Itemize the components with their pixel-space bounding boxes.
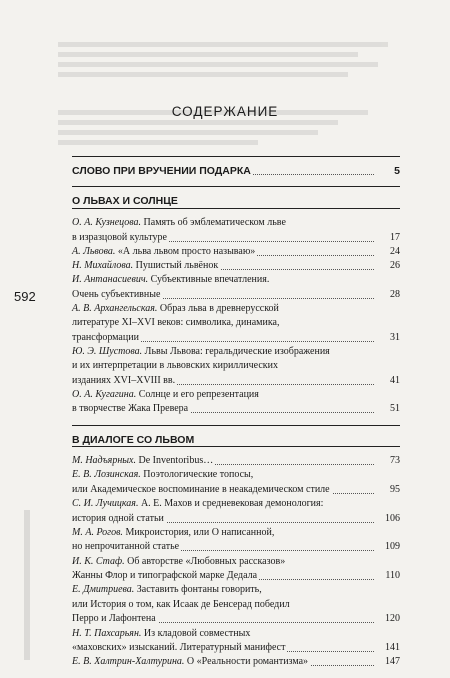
page-number: 592 (14, 289, 36, 304)
toc-entry-text (72, 433, 196, 447)
section-rule (72, 156, 400, 157)
toc-entry-text (72, 454, 215, 468)
toc-author: Е. В. Лозинская. (72, 469, 141, 480)
toc-title: Пушистый львёнок (133, 260, 219, 271)
toc-page-number: 31 (376, 331, 400, 345)
toc-title: Львы Львова: геральдические изображения (142, 346, 330, 357)
toc-title: De Inventoribus… (136, 455, 214, 466)
toc-entry-text (72, 555, 287, 569)
toc-page-number: 51 (376, 402, 400, 416)
toc-entry-line (72, 245, 400, 259)
toc-title: но непрочитанной статье (72, 541, 180, 552)
spine-bleed-through (20, 510, 34, 660)
toc-title: трансформации (72, 332, 139, 343)
toc-entry-text (72, 483, 332, 497)
toc-entry-line (72, 402, 400, 416)
toc-entry-line (72, 273, 400, 287)
section-rule (72, 425, 400, 426)
section-rule (72, 186, 400, 187)
toc-title: В ДИАЛОГЕ СО ЛЬВОМ (72, 434, 195, 446)
toc-entry-text (72, 302, 281, 316)
toc-entry-line (72, 331, 400, 345)
section-rule (72, 208, 400, 209)
toc-title: и их интерпретации в львовских кириллических (72, 360, 278, 371)
toc-entry-line (72, 612, 400, 626)
toc-title: Очень субъективные (72, 289, 161, 300)
toc-entry-line (72, 468, 400, 482)
toc-entry-line (72, 512, 400, 526)
toc-entry-text (72, 612, 158, 626)
toc-title: О ЛЬВАХ И СОЛНЦЕ (72, 195, 178, 207)
toc-title: Образ льва в древнерусской (157, 303, 279, 314)
toc-entry-text (72, 655, 310, 669)
toc-entry-line (72, 388, 400, 402)
toc-author: Е. Дмитриева. (72, 584, 135, 595)
toc-entry-line (72, 598, 400, 612)
toc-entry-text (72, 540, 181, 554)
toc-entry-text (72, 497, 325, 511)
toc-title: изданиях XVI–XVIII вв. (72, 375, 176, 386)
toc-entry-text (72, 569, 259, 583)
toc-entry-text (72, 316, 281, 330)
bleed-through-text (0, 38, 450, 158)
toc-title: Из кладовой совместных (141, 628, 251, 639)
toc-entry-text (72, 641, 287, 655)
toc-title: история одной статьи (72, 513, 164, 524)
toc-title: Поэтологические топосы, (140, 469, 254, 480)
toc-entry-line (72, 374, 400, 388)
toc-entry-line (72, 316, 400, 330)
toc-entry-line (72, 288, 400, 302)
toc-title: Заставить фонтаны говорить, (134, 584, 262, 595)
toc-entry-line (72, 359, 400, 373)
toc-title: в творчестве Жака Превера (72, 403, 189, 414)
toc-entry-text (72, 402, 190, 416)
toc-title: Жанны Флор и типографской марке Дедала (72, 570, 258, 581)
toc-author: М. Надъярных. (72, 455, 136, 466)
toc-entry-text (72, 598, 292, 612)
toc-entry-line (72, 483, 400, 497)
toc-page-number: 95 (376, 483, 400, 497)
toc-entry-text (72, 216, 288, 230)
toc-entry-text (72, 259, 220, 273)
toc-title: Об авторстве «Любовных рассказов» (124, 556, 286, 567)
toc-entry-line (72, 231, 400, 245)
toc-author: Н. Т. Пахсарьян. (72, 628, 142, 639)
toc-entry-line (72, 302, 400, 316)
toc-page-number: 109 (376, 540, 400, 554)
toc-author: Ю. Э. Шустова. (72, 346, 143, 357)
toc-entry-line (72, 555, 400, 569)
toc-entry-line (72, 641, 400, 655)
toc-entry-line (72, 655, 400, 669)
toc-author: О. А. Кугагина. (72, 389, 137, 400)
toc-page-number: 110 (376, 569, 400, 583)
toc-title: О «Реальности романтизма» (184, 656, 309, 667)
toc-entry-line (72, 216, 400, 230)
toc-author: А. В. Архангельская. (72, 303, 158, 314)
toc-entry-text (72, 273, 271, 287)
toc-page-number: 147 (376, 655, 400, 669)
toc-title: А. Е. Махов и средневековая демонология: (138, 498, 324, 509)
toc-entry-text (72, 526, 276, 540)
toc-entry-text (72, 245, 257, 259)
toc-page-number: 24 (376, 245, 400, 259)
toc-title: Субъективные впечатления. (148, 274, 270, 285)
toc-author: И. Антанасиевич. (72, 274, 149, 285)
toc-entry-line (72, 569, 400, 583)
toc-title: Микроистория, или О написанной, (122, 527, 275, 538)
toc-entry-text (72, 331, 141, 345)
toc-title: литературе XI–XVI веков: символика, динамика, (72, 317, 280, 328)
toc-page-number: 28 (376, 288, 400, 302)
section-heading (72, 433, 400, 447)
toc-entry-text (72, 231, 169, 245)
toc-author: Е. В. Халтрин-Халтурина. (72, 656, 185, 667)
toc-entry-line (72, 540, 400, 554)
toc-author: О. А. Кузнецова. (72, 217, 142, 228)
toc-entry-line (72, 345, 400, 359)
toc-title: «А льва львом просто называю» (115, 246, 256, 257)
toc-author: С. И. Лучицкая. (72, 498, 139, 509)
section-rule (72, 446, 400, 447)
toc-entry-text (72, 512, 166, 526)
toc-entry-line (72, 497, 400, 511)
toc-page-number: 120 (376, 612, 400, 626)
toc-entry-text (72, 374, 177, 388)
toc-entry-text (72, 345, 332, 359)
toc-author: И. К. Стаф. (72, 556, 125, 567)
toc-title: «маховских» изысканий. Литературный манифест (72, 642, 286, 653)
toc-entry-text (72, 194, 180, 208)
toc-author: М. А. Рогов. (72, 527, 123, 538)
toc-entry-line (72, 583, 400, 597)
toc-page-number: 5 (376, 164, 400, 178)
toc-page-number: 141 (376, 641, 400, 655)
toc-author: Н. Михайлова. (72, 260, 134, 271)
toc-entry-text (72, 164, 253, 178)
toc-page-number: 17 (376, 231, 400, 245)
section-heading (72, 194, 400, 208)
toc-page-number: 73 (376, 454, 400, 468)
toc-entry-text (72, 583, 264, 597)
toc-page-number: 106 (376, 512, 400, 526)
toc-title: в изразцовой культуре (72, 232, 167, 243)
toc-entry-text (72, 388, 261, 402)
toc-title: или История о том, как Исаак де Бенсерад победил (72, 599, 290, 610)
toc-title: Перро и Лафонтена (72, 613, 156, 624)
toc-title: или Академическое воспоминание в неакадемическом стиле (72, 484, 330, 495)
toc-page-number: 41 (376, 374, 400, 388)
toc-entry-line (72, 526, 400, 540)
toc-title: СЛОВО ПРИ ВРУЧЕНИИ ПОДАРКА (72, 165, 251, 177)
toc-entry-line (72, 259, 400, 273)
toc-entry-text (72, 288, 162, 302)
toc-entry-line (72, 627, 400, 641)
toc-entry-text (72, 359, 280, 373)
section-heading (72, 164, 400, 178)
toc-title: Память об эмблематическом льве (141, 217, 286, 228)
toc-entry-text (72, 468, 255, 482)
toc-title: Солнце и его репрезентация (136, 389, 259, 400)
toc-entry-text (72, 627, 252, 641)
toc-entry-line (72, 454, 400, 468)
toc-author: А. Львова. (72, 246, 116, 257)
toc-page-number: 26 (376, 259, 400, 273)
page-title: СОДЕРЖАНИЕ (171, 104, 279, 119)
